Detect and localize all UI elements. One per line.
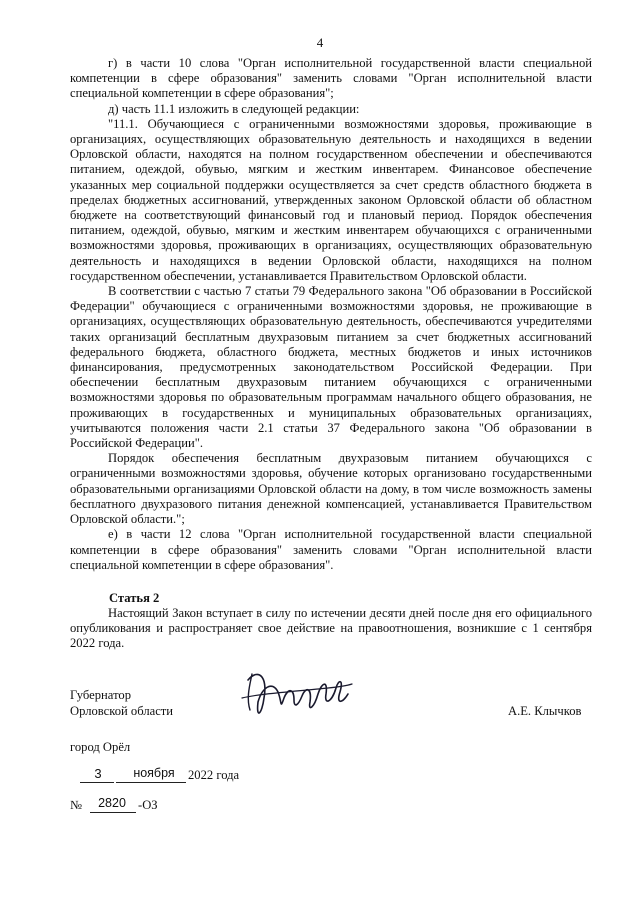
page-number: 4: [316, 35, 324, 50]
law-number: 2820: [98, 796, 126, 810]
paragraph-d: д) часть 11.1 изложить в следующей редакции:: [108, 101, 360, 116]
article-paragraph: Настоящий Закон вступает в силу по истечении десяти дней после дня его официального опубликования и распространяет свое действие на правоотношения, возникшие с 1 сентября 2022 года.: [70, 606, 592, 651]
number-sign: №: [70, 798, 83, 812]
signer-title-line1: Губернатор: [70, 688, 131, 702]
paragraph-g: г) в части 10 слова "Орган исполнительной государственной власти специальной компетенции в сфере образования" заменить словами "Орган исполнительной власти специальной компетенции в сфере образования";: [70, 56, 592, 101]
paragraph-11-1: "11.1. Обучающиеся с ограниченными возможностями здоровья, проживающие в организациях, осуществляющих образовательную деятельность и находящихся в ведении Орловской области, находятся на полном государственном обеспечении и обеспечиваются питанием, одеждой, обувью, мягким и жестким инвентарем. Финансовое обеспечение указанных мер социальной поддержки осуществляется за счет средств областного бюджета в пределах бюджетных ассигнований, утвержденных законом Орловской области об областном бюджете на соответствующий финансовый год и плановый период. Порядок обеспечения питанием, одеждой, обувью, мягким и жестким инвентарем обучающихся с ограниченными возможностями здоровья, проживающих в организациях, осуществляющих образовательную деятельность и находящихся в ведении Орловской области, находящихся на полном государственном обеспечении, устанавливается Правительством Орловской области.: [70, 116, 592, 283]
date-day: 3: [94, 766, 102, 781]
law-number-suffix: -ОЗ: [138, 798, 158, 812]
signer-title: [70, 688, 173, 719]
amendment-text: [70, 56, 592, 573]
paragraph-home-education: Порядок обеспечения бесплатным двухразовым питанием обучающихся с ограниченными возможностями здоровья, обучение которых организовано государственными образовательными организациями Орловской области на дому, в том числе возможность замены бесплатного двухразового питания денежной компенсацией, устанавливается Правительством Орловской области.";: [70, 451, 592, 527]
article-body: [70, 606, 592, 652]
paragraph-e: е) в части 12 слова "Орган исполнительной государственной власти специальной компетенции в сфере образования" заменить словами "Орган исполнительной власти специальной компетенции в сфере образования".: [70, 527, 592, 572]
date-month-underline: [116, 782, 186, 783]
date-month: ноября: [133, 766, 175, 780]
handwritten-signature: [228, 658, 358, 728]
signer-name: А.Е. Клычков: [508, 704, 582, 718]
city: город Орёл: [70, 740, 131, 754]
date-line: [70, 768, 330, 788]
date-year: 2022 года: [188, 768, 240, 782]
paragraph-federal-law: В соответствии с частью 7 статьи 79 Федерального закона "Об образовании в Российской Федерации" обучающиеся с ограниченными возможностями здоровья, не проживающие в организациях, осуществляющих образовательную деятельность, обеспечиваются учредителями таких организаций бесплатным двухразовым питанием за счет бюджетных ассигнований федерального бюджета, областного бюджета, местных бюджетов и иных источников финансирования, предусмотренных законодательством Российской Федерации. При обеспечении бесплатным двухразовым питанием обучающихся с ограниченными возможностями здоровья по образовательным программам начального общего образования, не проживающих в государственных и муниципальных образовательных организациях, учитываются положения части 2.1 статьи 37 Федерального закона "Об образовании в Российской Федерации".: [70, 284, 592, 451]
law-number-line: [70, 798, 270, 818]
date-day-underline: [80, 782, 114, 783]
article-title: Статья 2: [109, 591, 160, 605]
signer-title-line2: Орловской области: [70, 703, 174, 718]
law-number-underline: [90, 812, 136, 813]
